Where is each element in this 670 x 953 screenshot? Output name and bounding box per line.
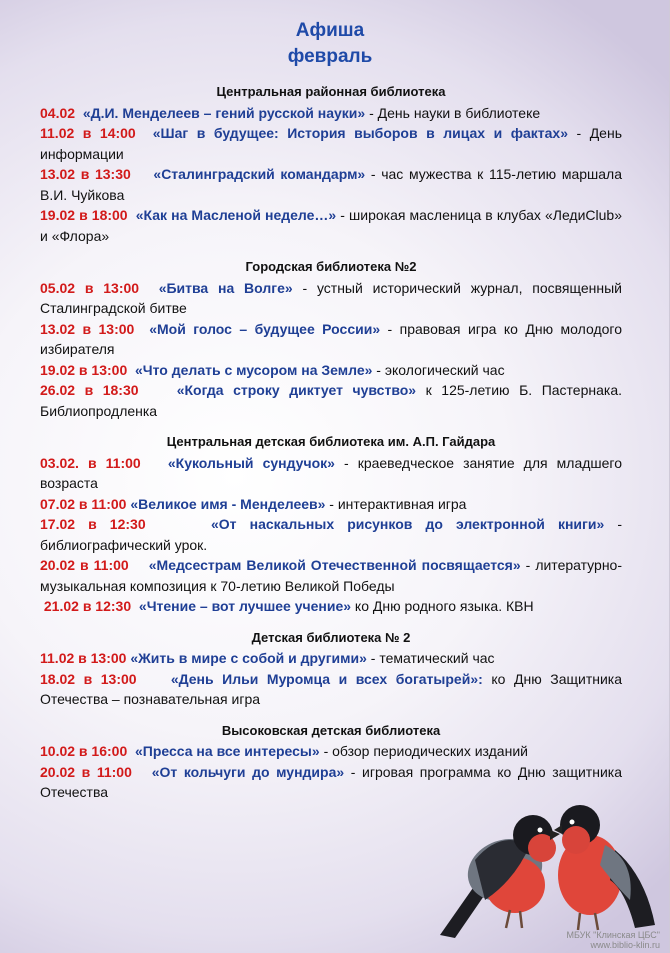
event-name: «Сталинградский командарм» bbox=[153, 166, 366, 182]
event-name: «Что делать с мусором на Земле» bbox=[135, 361, 373, 378]
event-desc: ко Дню родного языка. КВН bbox=[351, 598, 534, 614]
events-list bbox=[40, 82, 622, 814]
event-name: «Д.И. Менделеев – гений русской науки» bbox=[82, 104, 366, 121]
event-date: 20.02 в 11:00 bbox=[40, 557, 129, 573]
event-name: «От кольчуги до мундира» bbox=[151, 763, 345, 780]
library-title: Центральная детская библиотека им. А.П. Гайдара bbox=[166, 434, 496, 449]
event-item bbox=[40, 555, 622, 596]
event-date: 19.02 в 13:00 bbox=[40, 361, 128, 378]
event-date: 04.02 bbox=[40, 104, 76, 121]
event-item bbox=[40, 278, 622, 319]
event-name: «Кукольный сундучок» bbox=[167, 454, 335, 471]
event-item bbox=[40, 648, 622, 669]
library-title: Высоковская детская библиотека bbox=[221, 722, 441, 738]
event-item bbox=[40, 123, 622, 164]
event-desc: - час мужества к 115-летию маршала В.И. Чуйкова bbox=[40, 166, 622, 203]
event-desc: - литературно-музыкальная композиция к 70-летию Великой Победы bbox=[40, 557, 622, 594]
event-date: 20.02 в 11:00 bbox=[40, 763, 132, 780]
page-subtitle: февраль bbox=[287, 46, 373, 67]
event-name: «Жить в мире с собой и другими» bbox=[130, 650, 367, 666]
event-desc: - День информации bbox=[40, 125, 622, 162]
library-section bbox=[40, 432, 622, 617]
event-name: «Чтение – вот лучшее учение» bbox=[138, 598, 352, 614]
event-date: 17.02 в 12:30 bbox=[40, 516, 146, 532]
event-name: «Великое имя - Менделеев» bbox=[130, 495, 326, 512]
event-name: «Битва на Волге» bbox=[158, 279, 293, 296]
event-desc: - экологический час bbox=[372, 361, 505, 378]
event-desc: - игровая программа ко Дню защитника Отечества bbox=[40, 763, 622, 800]
bullfinches-illustration bbox=[430, 790, 660, 940]
event-desc: - библиографический урок. bbox=[40, 516, 622, 553]
event-date: 19.02 в 18:00 bbox=[40, 207, 128, 223]
event-date: 07.02 в 11:00 bbox=[40, 495, 127, 512]
event-name: «День Ильи Муромца и всех богатырей»: bbox=[170, 670, 483, 687]
event-item bbox=[40, 453, 622, 494]
event-item bbox=[40, 103, 622, 124]
event-name: «Медсестрам Великой Отечественной посвящается» bbox=[148, 557, 521, 573]
event-desc: - тематический час bbox=[366, 650, 495, 666]
event-date: 10.02 в 16:00 bbox=[40, 743, 128, 759]
event-desc: - краеведческое занятие для младшего возраста bbox=[40, 454, 623, 491]
event-item bbox=[40, 205, 622, 246]
library-section bbox=[40, 82, 622, 246]
library-section bbox=[40, 257, 622, 421]
event-name: «От наскальных рисунков до электронной книги» bbox=[211, 516, 605, 532]
event-item bbox=[40, 319, 622, 360]
event-desc: - обзор периодических изданий bbox=[319, 743, 528, 759]
event-item bbox=[40, 494, 622, 515]
footer-site: www.biblio-klin.ru bbox=[590, 940, 660, 950]
event-item bbox=[40, 360, 622, 381]
page-title: Афиша bbox=[295, 20, 365, 41]
event-name: «Пресса на все интересы» bbox=[135, 743, 320, 759]
event-desc: ко Дню Защитника Отечества – познавательная игра bbox=[40, 670, 623, 707]
library-section bbox=[40, 628, 622, 710]
library-title: Городская библиотека №2 bbox=[245, 259, 417, 274]
event-item bbox=[40, 669, 622, 710]
footer bbox=[566, 930, 660, 950]
left-bullfinch bbox=[440, 815, 560, 938]
event-date: 11.02 в 13:00 bbox=[40, 650, 127, 666]
event-desc: - День науки в библиотеке bbox=[365, 104, 541, 121]
footer-org: МБУК "Клинская ЦБС" bbox=[566, 930, 660, 940]
event-name: «Шаг в будущее: История выборов в лицах и фактах» bbox=[152, 125, 568, 141]
event-name: «Когда строку диктует чувство» bbox=[176, 382, 417, 398]
event-date: 03.02. в 11:00 bbox=[40, 454, 141, 471]
event-date: 13.02 в 13:00 bbox=[40, 320, 135, 337]
event-date: 21.02 в 12:30 bbox=[43, 598, 132, 614]
event-item bbox=[40, 596, 622, 617]
event-item bbox=[40, 741, 622, 762]
event-desc: к 125-летию Б. Пастернака. Библиопродленка bbox=[40, 382, 622, 419]
event-name: «Мой голос – будущее России» bbox=[149, 320, 381, 337]
event-date: 26.02 в 18:30 bbox=[40, 382, 139, 398]
event-date: 05.02 в 13:00 bbox=[40, 279, 140, 296]
event-name: «Как на Масленой неделе…» bbox=[135, 207, 337, 223]
library-title: Центральная районная библиотека bbox=[216, 84, 446, 99]
event-date: 11.02 в 14:00 bbox=[40, 125, 136, 141]
event-desc: - широкая масленица в клубах «ЛедиClub» и «Флора» bbox=[40, 207, 623, 244]
event-desc: - интерактивная игра bbox=[325, 495, 467, 512]
library-title: Детская библиотека № 2 bbox=[251, 629, 411, 645]
event-item bbox=[40, 380, 622, 421]
event-item bbox=[40, 514, 622, 555]
event-date: 18.02 в 13:00 bbox=[40, 670, 137, 687]
event-desc: - правовая игра ко Дню молодого избирателя bbox=[40, 320, 622, 357]
right-bullfinch bbox=[554, 805, 655, 930]
event-desc: - устный исторический журнал, посвященный Сталинградской битве bbox=[40, 279, 622, 316]
event-item bbox=[40, 164, 622, 205]
event-date: 13.02 в 13:30 bbox=[40, 166, 131, 182]
